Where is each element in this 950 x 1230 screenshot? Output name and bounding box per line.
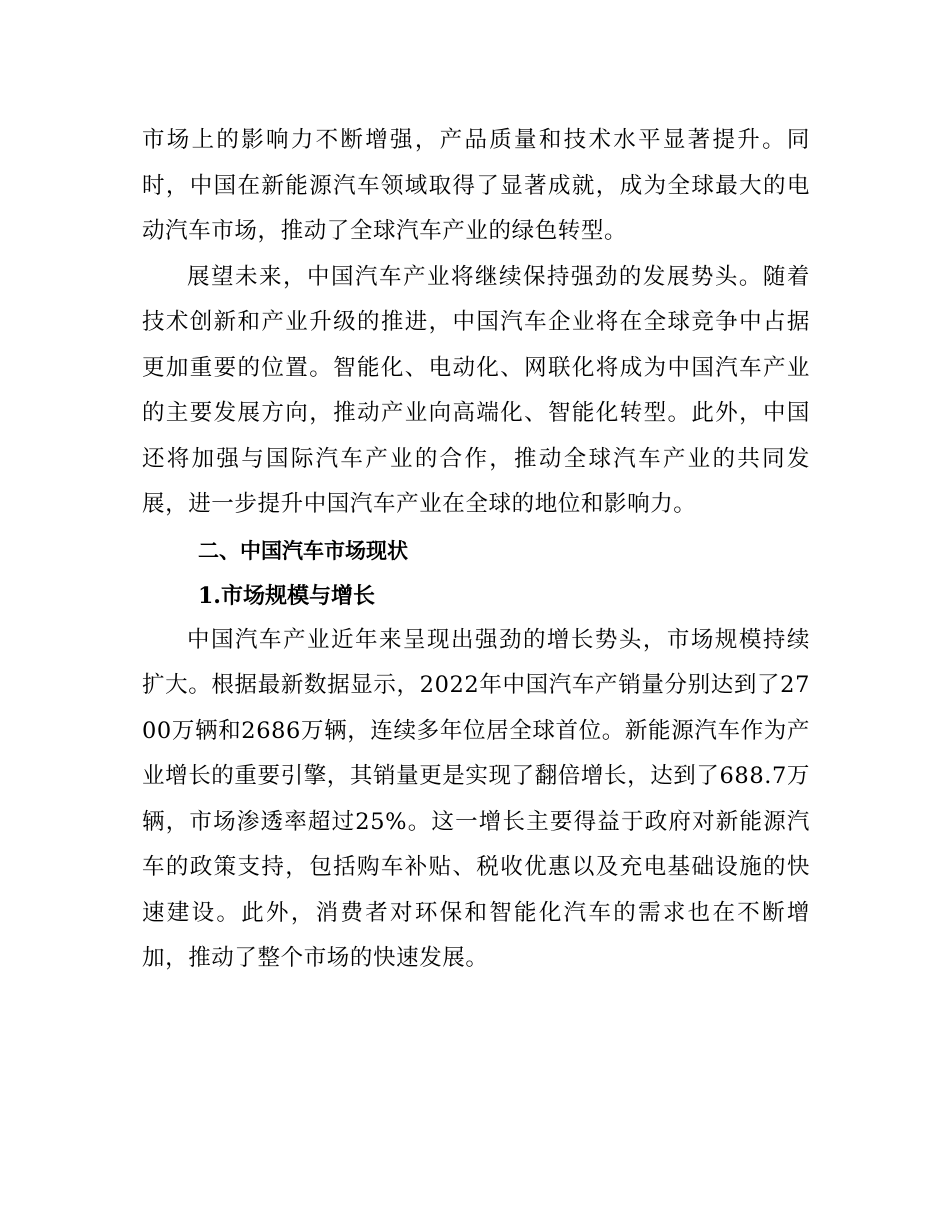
paragraph-continuation: 市场上的影响力不断增强，产品质量和技术水平显著提升。同时，中国在新能源汽车领域取得了显著成就，成为全球最大的电动汽车市场，推动了全球汽车产业的绿色转型。 bbox=[142, 127, 810, 244]
subsection-heading: 1.市场规模与增长 bbox=[198, 582, 375, 609]
document-page bbox=[142, 118, 810, 982]
paragraph-market-growth: 中国汽车产业近年来呈现出强劲的增长势头，市场规模持续扩大。根据最新数据显示，2022年中国汽车产销量分别达到了2700万辆和2686万辆，连续多年位居全球首位。新能源汽车作为产业增长的重要引擎，其销量更是实现了翻倍增长，达到了688.7万辆，市场渗透率超过25%。这一增长主要得益于政府对新能源汽车的政策支持，包括购车补贴、税收优惠以及充电基础设施的快速建设。此外，消费者对环保和智能化汽车的需求也在不断增加，推动了整个市场的快速发展。 bbox=[142, 626, 811, 971]
section-heading: 二、中国汽车市场现状 bbox=[198, 538, 408, 563]
paragraph-outlook: 展望未来，中国汽车产业将继续保持强劲的发展势头。随着技术创新和产业升级的推进，中国汽车企业将在全球竞争中占据更加重要的位置。智能化、电动化、网联化将成为中国汽车产业的主要发展方向，推动产业向高端化、智能化转型。此外，中国还将加强与国际汽车产业的合作，推动全球汽车产业的共同发展，进一步提升中国汽车产业在全球的地位和影响力。 bbox=[142, 263, 810, 517]
